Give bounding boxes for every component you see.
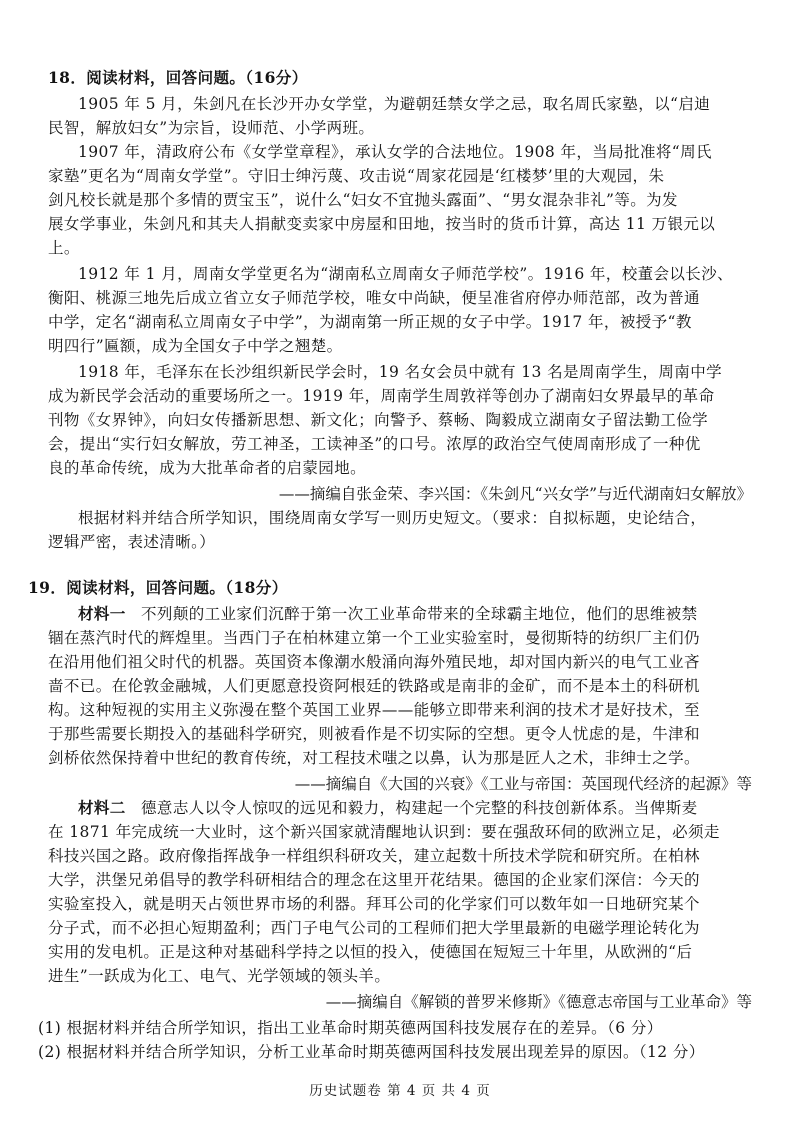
q19-material2-line: 分子式，而不必担心短期盈利；西门子电气公司的工程师们把大学里最新的电磁学理论转化为 [48, 919, 700, 937]
q18-line: 良的革命传统，成为大批革命者的启蒙园地。 [48, 459, 367, 477]
q19-material2-line: 实用的发电机。正是这种对基础科学持之以恒的投入，使德国在短短三十年里，从欧洲的“后 [48, 943, 693, 961]
q18-task: 根据材料并结合所学知识，围绕周南女学写一则历史短文。（要求：自拟标题，史论结合， [78, 509, 707, 527]
q19-material1-line: 锢在蒸汽时代的辉煌里。当西门子在柏林建立第一个工业实验室时，曼彻斯特的纺织厂主们仍 [48, 629, 700, 647]
q19-material1-line: 构。这种短视的实用主义弥漫在整个英国工业界——能够立即带来利润的技术才是好技术，至 [48, 701, 700, 719]
q19-material1-line: 不列颠的工业家们沉醉于第一次工业革命带来的全球霸主地位，他们的思维被禁 [141, 605, 698, 623]
q19-material2-line: 进生”一跃成为化工、电气、光学领域的领头羊。 [48, 967, 391, 985]
q18-task: 逻辑严密，表述清晰。） [48, 533, 216, 551]
q18-line: 1905 年 5 月，朱剑凡在长沙开办女学堂，为避朝廷禁女学之忌，取名周氏家塾，以“启迪 [78, 95, 711, 113]
q19-header: 19．阅读材料，回答问题。（18分） [28, 578, 288, 597]
q18-line: 衡阳、桃源三地先后成立省立女子师范学校，唯女中尚缺，便呈准省府停办师范部，改为普通 [48, 289, 700, 307]
q18-line: 中学，定名“湖南私立周南女子中学”，为湖南第一所正规的女子中学。1917 年，被授予“教 [48, 313, 692, 331]
q18-line: 上。 [48, 239, 80, 257]
q18-line: 1912 年 1 月，周南女学堂更名为“湖南私立周南女子师范学校”。1916 年，校董会以长沙、 [78, 265, 734, 283]
q18-line: 1918 年，毛泽东在长沙组织新民学会时，19 名女会员中就有 13 名是周南学生，周南中学 [78, 363, 723, 381]
q18-line: 会，提出“实行妇女解放，劳工神圣，工读神圣”的口号。浓厚的政治空气使周南形成了一种优 [48, 435, 701, 453]
q19-material2-line: 实验室投入，就是明天占领世界市场的利器。拜耳公司的化学家们可以数年如一日地研究某个 [48, 895, 700, 913]
q18-citation: ——摘编自张金荣、李兴国：《朱剑凡“兴女学”与近代湖南妇女解放》 [278, 485, 752, 503]
q19-material1-line: 在沿用他们祖父时代的机器。英国资本像潮水般涌向海外殖民地，却对国内新兴的电气工业吝 [48, 653, 700, 671]
q19-material1-line: 于那些需要长期投入的基础科学研究，则被看作是不切实际的空想。更令人忧虑的是，牛津和 [48, 725, 700, 743]
q19-material2-citation: ——摘编自《解锁的普罗米修斯》《德意志帝国与工业革命》等 [325, 993, 752, 1011]
q18-line: 展女学事业，朱剑凡和其夫人捐献变卖家中房屋和田地，按当时的货币计算，高达 11 万银元以 [48, 215, 716, 233]
q19-material2-first [78, 798, 698, 818]
q19-material2-line: 科技兴国之路。政府像指挥战争一样组织科研攻关，建立起数十所技术学院和研究所。在柏林 [48, 847, 700, 865]
q18-line: 1907 年，清政府公布《女学堂章程》，承认女学的合法地位。1908 年，当局批准将“周氏 [78, 143, 712, 161]
q19-subquestion-1: (1) 根据材料并结合所学知识，指出工业革命时期英德两国科技发展存在的差异。（6 分） [38, 1019, 663, 1037]
q19-material1-citation: ——摘编自《大国的兴衰》《工业与帝国：英国现代经济的起源》等 [294, 775, 752, 793]
q19-material1-line: 啬不已。在伦敦金融城，人们更愿意投资阿根廷的铁路或是南非的金矿，而不是本土的科研机 [48, 677, 700, 695]
q19-material2-line: 大学，洪堡兄弟倡导的教学科研相结合的理念在这里开花结果。德国的企业家们深信：今天的 [48, 871, 700, 889]
q18-line: 刊物《女界钟》，向妇女传播新思想、新文化；向警予、蔡畅、陶毅成立湖南女子留法勤工俭学 [48, 411, 709, 429]
q18-line: 成为新民学会活动的重要场所之一。1919 年，周南学生周敦祥等创办了湖南妇女界最早的革命 [48, 387, 715, 405]
q18-line: 家塾”更名为“周南女学堂”。守旧士绅污蔑、攻击说“周家花园是‘红楼梦’里的大观园，朱 [48, 167, 665, 185]
q19-material2-line: 德意志人以令人惊叹的远见和毅力，构建起一个完整的科技创新体系。当俾斯麦 [141, 799, 698, 817]
q18-line: 剑凡校长就是那个多情的贾宝玉”，说什么“妇女不宜抛头露面”、“男女混杂非礼”等。为发 [48, 191, 678, 209]
q19-material1-first [78, 604, 698, 624]
q19-subquestion-2: (2) 根据材料并结合所学知识，分析工业革命时期英德两国科技发展出现差异的原因。（12 分） [38, 1043, 705, 1061]
q19-material1-line: 剑桥依然保持着中世纪的教育传统，对工程技术嗤之以鼻，认为那是匠人之术，非绅士之学。 [48, 749, 700, 767]
q18-header: 18．阅读材料，回答问题。（16分） [48, 68, 308, 87]
q18-line: 民智，解放妇女”为宗旨，设师范、小学两班。 [48, 119, 375, 137]
q19-material2-line: 在 1871 年完成统一大业时，这个新兴国家就清醒地认识到：要在强敌环伺的欧洲立足，必须走 [48, 823, 720, 841]
material2-label: 材料二 [78, 798, 126, 817]
material1-label: 材料一 [78, 604, 126, 623]
page-footer: 历史试题卷 第 4 页 共 4 页 [309, 1083, 491, 1099]
q18-line: 明四行”匾额，成为全国女子中学之翘楚。 [48, 337, 343, 355]
